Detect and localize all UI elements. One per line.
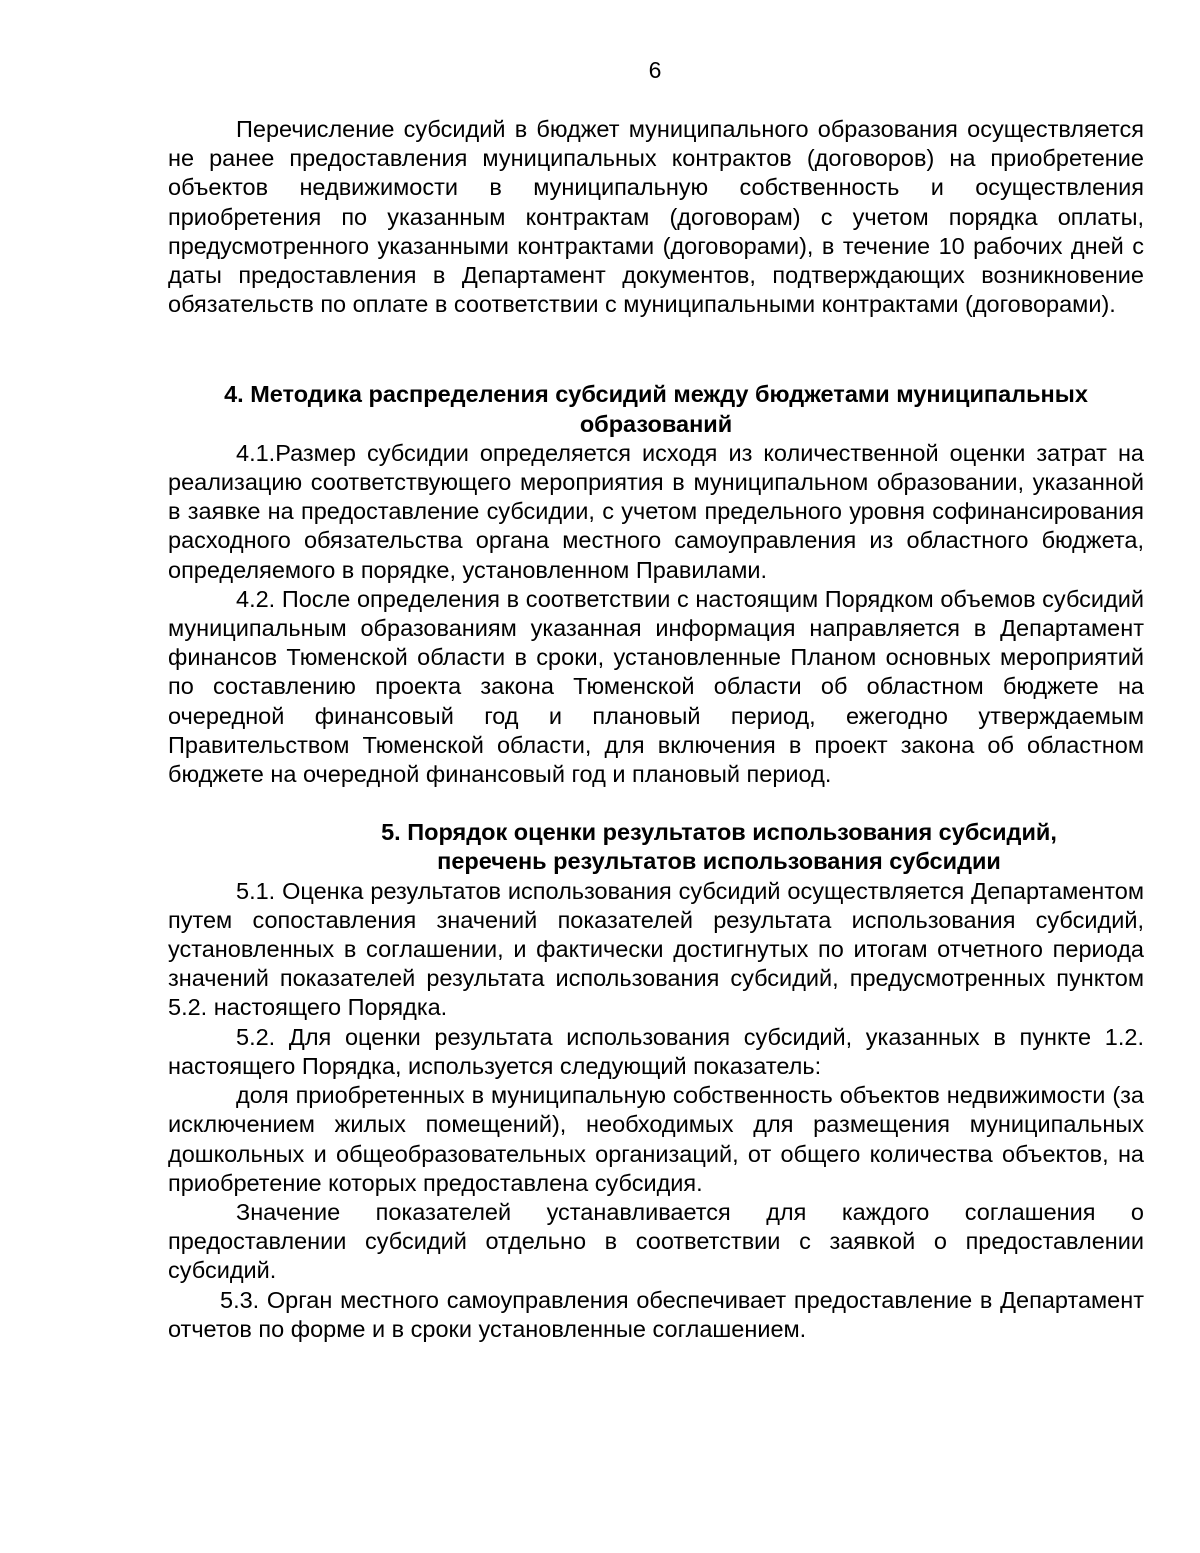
intro-paragraph: Перечисление субсидий в бюджет муниципального образования осуществляется не ранее предоставления муниципальных контрактов (договоров) на приобретение объектов недвижимости в муниципальную собственность и осуществления приобретения по указанным контрактам (договорам) с учетом порядка оплаты, предусмотренного указанными контрактами (договорами), в течение 10 рабочих дней с даты предоставления в Департамент документов, подтверждающих возникновение обязательств по оплате в соответствии с муниципальными контрактами (договорами). [168, 116, 1144, 318]
section-5-paragraph-4: Значение показателей устанавливается для каждого соглашения о предоставлении субсидий отдельно в соответствии с заявкой о предоставлении субсидий. [168, 1198, 1144, 1284]
section-5-heading-line-2: перечень результатов использования субсидии [437, 848, 1001, 875]
section-4-heading-line-1: 4. Методика распределения субсидий между бюджетами муниципальных [224, 381, 1088, 408]
section-4-heading-line-2: образований [579, 410, 733, 437]
section-5-heading-line-1: 5. Порядок оценки результатов использования субсидий, [381, 819, 1057, 846]
section-4-paragraph-2: 4.2. После определения в соответствии с настоящим Порядком объемов субсидий муниципальным образованиям указанная информация направляется в Департамент финансов Тюменской области в сроки, установленные Планом основных мероприятий по составлению проекта закона Тюменской области об областном бюджете на очередной финансовый год и плановый период, ежегодно утверждаемым Правительством Тюменской области, для включения в проект закона об областном бюджете на очередной финансовый год и плановый период. [168, 585, 1144, 788]
document-body [168, 115, 1144, 1344]
section-5-paragraph-5: 5.3. Орган местного самоуправления обеспечивает предоставление в Департамент отчетов по форме и в сроки установленные соглашением. [168, 1286, 1144, 1342]
section-4-paragraph-1: 4.1.Размер субсидии определяется исходя из количественной оценки затрат на реализацию соответствующего мероприятия в муниципальном образовании, указанной в заявке на предоставление субсидии, с учетом предельного уровня софинансирования расходного обязательства органа местного самоуправления из областного бюджета, определяемого в порядке, установленном Правилами. [168, 439, 1144, 583]
section-4-heading [168, 380, 1144, 438]
page-number: 6 [648, 57, 662, 83]
section-5-paragraph-3: доля приобретенных в муниципальную собственность объектов недвижимости (за исключением жилых помещений), необходимых для размещения муниципальных дошкольных и общеобразовательных организаций, от общего количества объектов, на приобретение которых предоставлена субсидия. [168, 1082, 1144, 1196]
section-5-paragraph-2: 5.2. Для оценки результата использования субсидий, указанных в пункте 1.2. настоящего Порядка, используется следующий показатель: [168, 1023, 1144, 1079]
section-5-paragraph-1: 5.1. Оценка результатов использования субсидий осуществляется Департаментом путем сопоставления значений показателей результата использования субсидий, установленных в соглашении, и фактически достигнутых по итогам отчетного периода значений показателей результата использования субсидий, предусмотренных пунктом 5.2. настоящего Порядка. [168, 877, 1144, 1021]
section-5-heading [168, 818, 1144, 876]
